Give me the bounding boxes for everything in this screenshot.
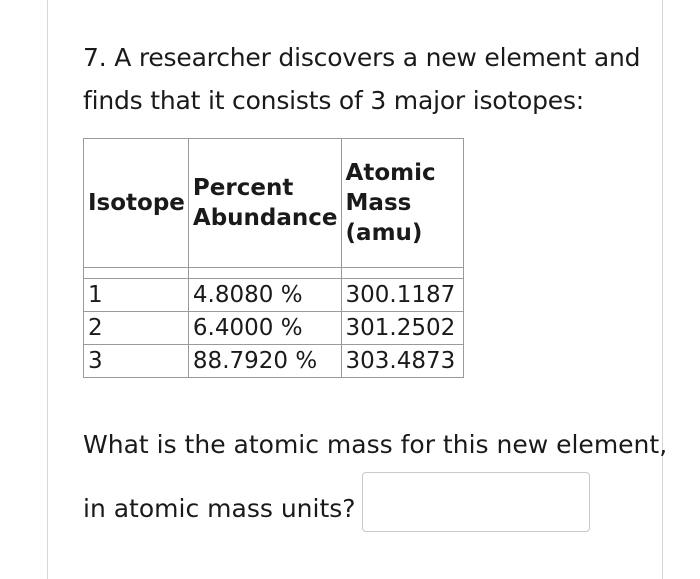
isotope-cell: 1 [84, 279, 189, 312]
header-atomic-mass: Atomic Mass (amu) [341, 139, 463, 268]
prompt-line-2: in atomic mass units? [83, 494, 356, 523]
answer-input[interactable] [362, 472, 590, 532]
header-isotope: Isotope [84, 139, 189, 268]
question-text [83, 36, 643, 122]
table-row [84, 279, 464, 312]
card-right-border [662, 0, 663, 579]
abundance-cell: 88.7920 % [188, 345, 341, 378]
table-row [84, 345, 464, 378]
isotope-table [83, 138, 464, 378]
prompt-line-1: What is the atomic mass for this new element, [83, 430, 668, 459]
table-header-row [84, 139, 464, 268]
table-row [84, 312, 464, 345]
mass-cell: 300.1187 [341, 279, 463, 312]
mass-cell: 301.2502 [341, 312, 463, 345]
isotope-cell: 3 [84, 345, 189, 378]
abundance-cell: 6.4000 % [188, 312, 341, 345]
header-percent-abundance: Percent Abundance [188, 139, 341, 268]
table-spacer-row [84, 268, 464, 279]
question-line-1: 7. A researcher discovers a new element and [83, 43, 641, 72]
question-line-2: finds that it consists of 3 major isotopes: [83, 86, 584, 115]
abundance-cell: 4.8080 % [188, 279, 341, 312]
card-left-border [47, 0, 48, 579]
isotope-cell: 2 [84, 312, 189, 345]
mass-cell: 303.4873 [341, 345, 463, 378]
